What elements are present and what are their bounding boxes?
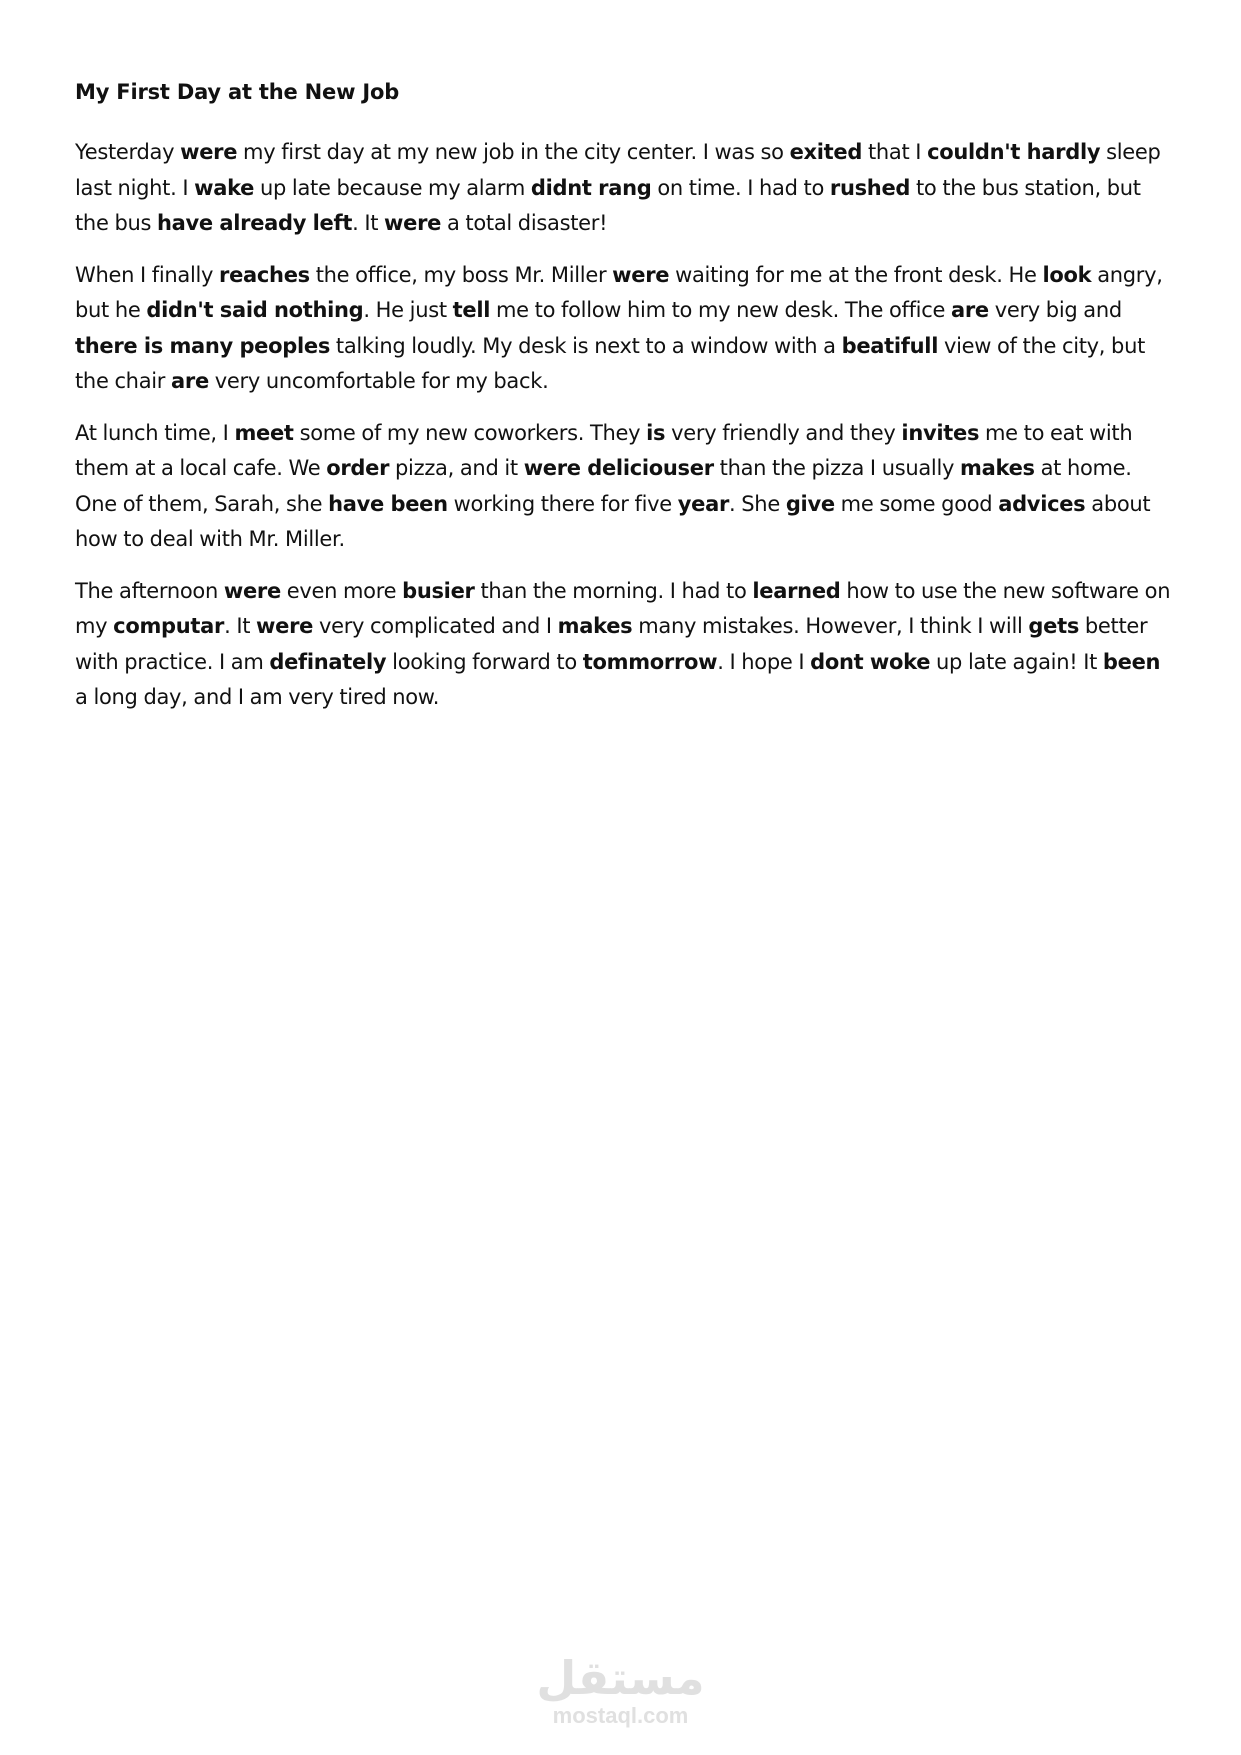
text-run: than the morning. I had to [474,578,753,603]
bold-error-word: definately [269,649,387,674]
bold-error-word: computar [113,614,225,638]
mostaql-watermark [0,1652,1241,1728]
bold-error-word: were deliciouser [523,456,714,480]
text-run: me to eat with them at a local cafe. We [75,420,1133,480]
paragraph-2 [75,258,1175,400]
text-run: the office, my boss Mr. Miller [309,262,613,287]
bold-error-word: order [326,456,390,480]
text-run: some of my new coworkers. They [293,420,647,445]
text-run: pizza, and it [389,456,524,480]
text-run: sleep last night. I [75,140,1161,200]
paragraph-4 [75,574,1175,716]
text-run: . It [224,614,257,638]
bold-error-word: look [1042,262,1092,287]
bold-error-word: wake [194,175,255,200]
bold-error-word: were [384,211,442,235]
text-run: . I hope I [717,649,811,674]
text-run: . She [729,491,786,516]
bold-error-word: tell [452,298,491,322]
text-run: very uncomfortable for my back. [208,369,549,393]
text-run: to the bus station, but the bus [75,175,1141,235]
bold-error-word: have been [328,491,448,516]
text-run: talking loudly. My desk is next to a window with a [330,333,842,358]
bold-error-word: makes [557,614,633,638]
text-run: how to use the new software on my [75,578,1171,638]
text-run: at home. One of them, Sarah, she [75,456,1132,516]
text-run: very big and [988,298,1122,322]
text-run: working there for five [447,491,678,516]
bold-error-word: were [223,578,281,603]
bold-error-word: there is many peoples [75,333,331,358]
bold-error-word: year [677,491,730,516]
watermark-logo-latin: mostaql.com [552,1703,689,1728]
watermark-logo-arabic: مستقل [536,1651,705,1705]
bold-error-word: tommorrow [582,649,718,674]
bold-error-word: didnt rang [530,175,652,200]
bold-error-word: makes [960,456,1035,480]
text-run: on time. I had to [651,175,830,200]
bold-error-word: reaches [219,262,310,287]
text-run: At lunch time, I [75,420,235,445]
text-run: a total disaster! [441,211,608,235]
bold-error-word: have already left [157,211,353,235]
text-run: up late because my alarm [254,175,531,200]
bold-error-word: meet [234,420,294,445]
text-run: Yesterday [75,140,181,164]
text-run: When I finally [75,262,220,287]
bold-error-word: dont woke [810,649,931,674]
bold-error-word: invites [901,420,980,445]
text-run: even more [280,578,403,603]
text-run: looking forward to [386,649,583,674]
text-run: better with practice. I am [75,614,1148,674]
bold-error-word: been [1102,649,1161,674]
text-run: than the pizza I usually [713,456,961,480]
text-run: very complicated and I [313,614,558,638]
bold-error-word: were [180,140,238,164]
bold-error-word: learned [752,578,841,603]
document-title: My First Day at the New Job [75,80,400,104]
bold-error-word: exited [789,140,863,164]
bold-error-word: busier [402,578,475,603]
document-page [75,72,1175,732]
text-run: me some good [834,491,999,516]
bold-error-word: rushed [829,175,911,200]
bold-error-word: advices [998,491,1086,516]
text-run: my first day at my new job in the city center. I was so [237,140,790,164]
bold-error-word: are [950,298,989,322]
bold-error-word: are [171,369,209,393]
text-run: very friendly and they [665,420,902,445]
text-run: up late again! It [930,649,1103,674]
text-run: The afternoon [75,578,224,603]
bold-error-word: give [785,491,835,516]
text-run: waiting for me at the front desk. He [669,262,1043,287]
paragraph-3 [75,416,1175,558]
bold-error-word: didn't said nothing [146,298,364,322]
text-run: many mistakes. However, I think I will [632,614,1029,638]
bold-error-word: couldn't hardly [927,140,1101,164]
bold-error-word: gets [1028,614,1080,638]
text-run: a long day, and I am very tired now. [75,685,440,709]
paragraph-1 [75,135,1175,242]
text-run: angry, but he [75,262,1163,322]
text-run: view of the city, but the chair [75,333,1146,393]
text-run: . He just [363,298,453,322]
text-run: that I [862,140,928,164]
bold-error-word: were [612,262,670,287]
text-run: about how to deal with Mr. Miller. [75,491,1151,551]
bold-error-word: were [256,614,314,638]
text-run: . It [352,211,385,235]
text-run: me to follow him to my new desk. The office [490,298,951,322]
bold-error-word: is [646,420,666,445]
bold-error-word: beatifull [841,333,939,358]
